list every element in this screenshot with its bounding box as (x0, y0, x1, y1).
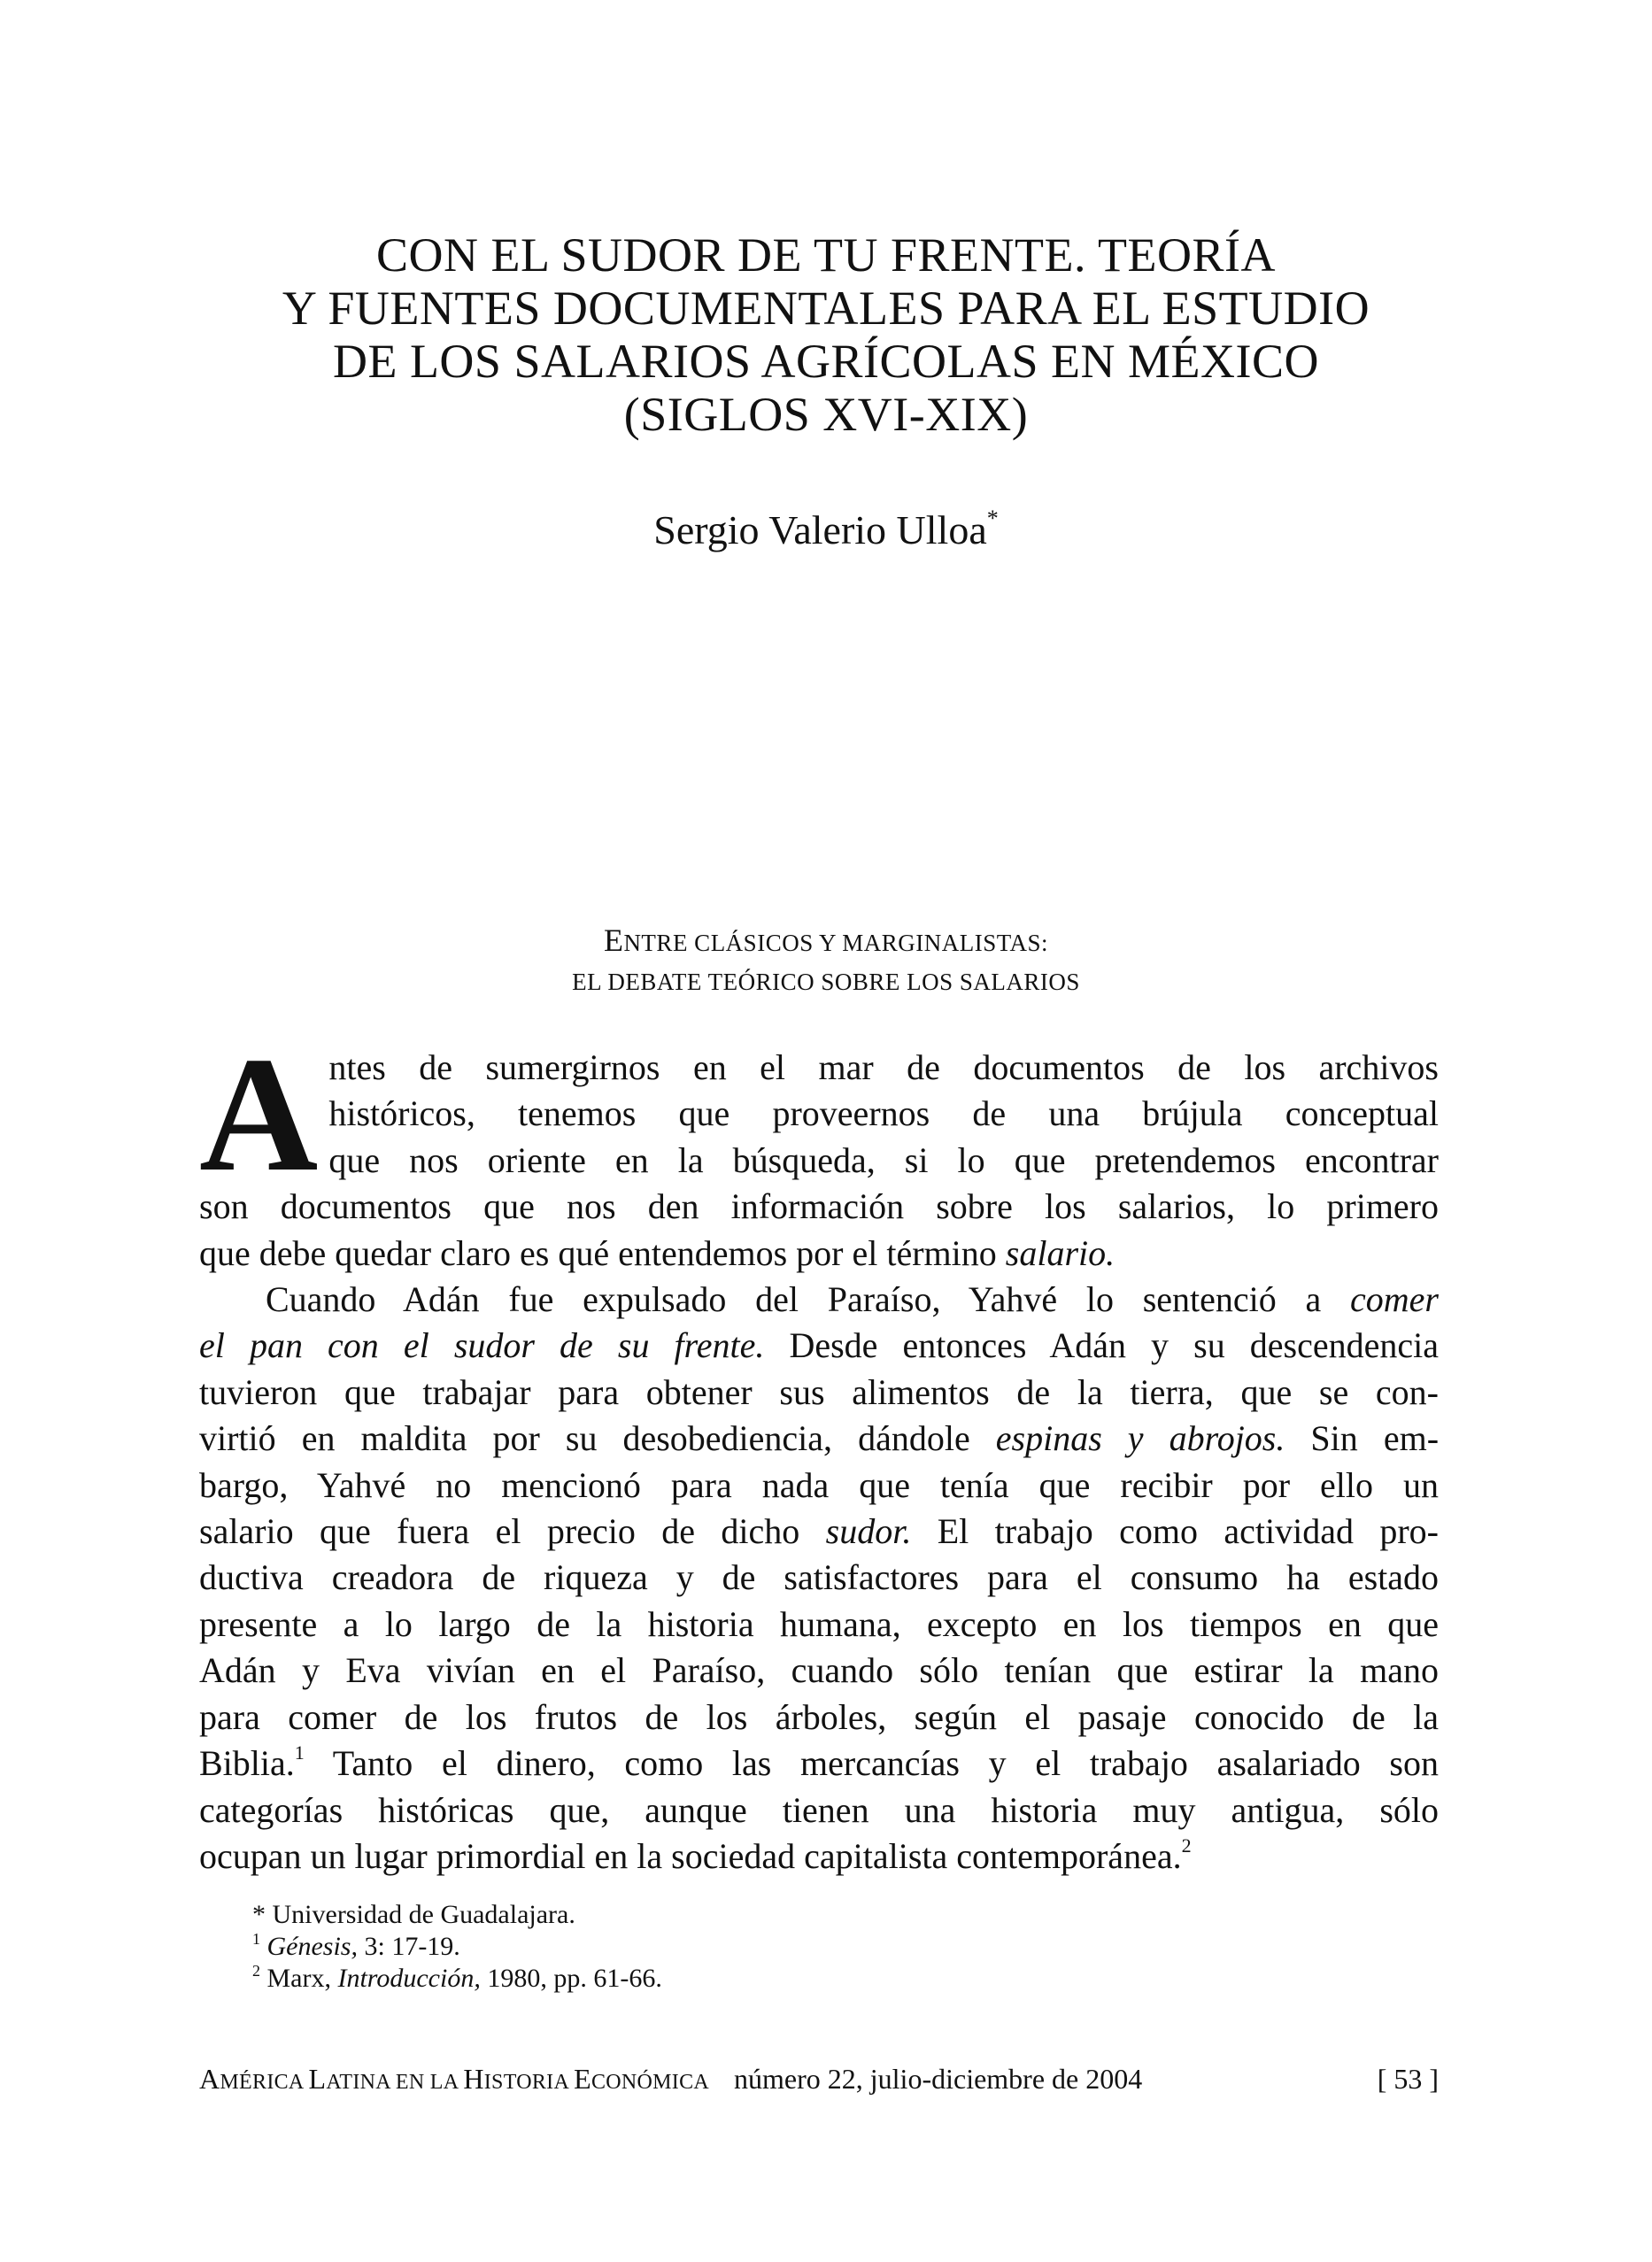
text-line (199, 1741, 1439, 1787)
section-heading-initial: E (603, 923, 624, 958)
text-line: ductiva creadora de riqueza y de satisfactores para el consumo ha estado (199, 1557, 1439, 1598)
footnote-text: 1980, pp. 61-66. (480, 1964, 662, 1993)
article-title (0, 228, 1652, 441)
emphasis: el pan con el sudor de su frente. (199, 1325, 765, 1366)
text-line: son documentos que nos den información sobre los salarios, lo primero (199, 1186, 1439, 1227)
footnote-mark: 1 (252, 1930, 260, 1948)
journal-rest: ATINA EN LA (326, 2071, 464, 2094)
text-line: Adán y Eva vivían en el Paraíso, cuando sólo tenían que estirar la mano (199, 1650, 1439, 1691)
text-line: para comer de los frutos de los árboles, según el pasaje conocido de la (199, 1696, 1439, 1737)
text-run: Sin em- (1285, 1418, 1440, 1459)
running-footer (199, 2061, 1439, 2100)
issue-info: número 22, julio-diciembre de 2004 (734, 2063, 1143, 2095)
text-run: que debe quedar claro es qué entendemos por el término (199, 1232, 1006, 1273)
section-heading (0, 921, 1652, 1001)
footnote-mark: * (252, 1900, 266, 1929)
text-run: El trabajo como actividad pro- (911, 1511, 1439, 1552)
author-byline (0, 494, 1652, 555)
footnote-2 (252, 1963, 662, 1995)
text-line: ntes de sumergirnos en el mar de documentos de los archivos (328, 1047, 1439, 1087)
text-line: bargo, Yahvé no mencionó para nada que tenía que recibir por ello un (199, 1464, 1439, 1505)
text-run: ocupan un lugar primordial en la sociedad capitalista contemporánea. (199, 1835, 1182, 1876)
text-line (199, 1416, 1439, 1462)
page-number: [ 53 ] (1377, 2063, 1439, 2095)
text-run: salario que fuera el precio de dicho (199, 1511, 826, 1552)
text-line (199, 1834, 1439, 1880)
text-line: históricos, tenemos que proveernos de una brújula conceptual (328, 1093, 1439, 1134)
journal-rest: MÉRICA (220, 2071, 309, 2094)
emphasis: espinas y abrojos. (995, 1418, 1285, 1459)
text-line: tuvieron que trabajar para obtener sus alimentos de la tierra, que se con- (199, 1371, 1439, 1412)
text-run: Biblia. (199, 1743, 295, 1784)
text-line: categorías históricas que, aunque tienen una historia muy antigua, sólo (199, 1789, 1439, 1830)
text-line (199, 1277, 1439, 1323)
footnote-text: Marx, (266, 1964, 338, 1993)
paragraph-2 (199, 1277, 1439, 1880)
footnote-ref-2[interactable]: 2 (1181, 1834, 1192, 1857)
text-line (199, 1509, 1439, 1555)
text-run: Cuando Adán fue expulsado del Paraíso, Yahvé lo sentenció a (266, 1279, 1351, 1320)
title-line: CON EL SUDOR DE TU FRENTE. TEORÍA (375, 228, 1276, 282)
title-line: DE LOS SALARIOS AGRÍCOLAS EN MÉXICO (332, 335, 1320, 388)
journal-name (199, 2063, 709, 2095)
text-line (199, 1231, 1439, 1277)
paragraph-1 (199, 1023, 1439, 1277)
footnote-star (252, 1899, 662, 1931)
section-heading-line-2: EL DEBATE TEÓRICO SOBRE LOS SALARIOS (572, 969, 1080, 995)
body-text (199, 1023, 1440, 1880)
footnote-text: 3: 17-19. (357, 1932, 460, 1961)
author-footnote-mark[interactable]: * (986, 506, 999, 531)
footnotes (252, 1899, 662, 1995)
text-run: Tanto el dinero, como las mercancías y el trabajo asalariado son (304, 1743, 1439, 1784)
footnote-ref-1[interactable]: 1 (294, 1741, 305, 1764)
title-line: (SIGLOS XVI-XIX) (623, 388, 1029, 441)
journal-initial: L (308, 2063, 327, 2095)
footnote-emphasis: Génesis, (266, 1932, 358, 1961)
text-line: que nos oriente en la búsqueda, si lo que pretendemos encontrar (328, 1139, 1439, 1180)
journal-rest: CONÓMICA (591, 2071, 710, 2094)
footnote-1 (252, 1931, 662, 1963)
emphasis: salario. (1005, 1232, 1115, 1273)
author-name: Sergio Valerio Ulloa (653, 507, 987, 552)
journal-initial: H (463, 2063, 484, 2095)
emphasis: sudor. (825, 1511, 912, 1552)
emphasis: comer (1350, 1279, 1439, 1320)
footnote-emphasis: Introducción, (337, 1964, 481, 1993)
journal-initial: A (199, 2063, 220, 2095)
text-line: presente a lo largo de la historia humana, excepto en los tiempos en que (199, 1603, 1439, 1644)
text-line (199, 1323, 1439, 1369)
footer-left (199, 2061, 1142, 2100)
section-heading-line-1 (0, 921, 1652, 962)
footnote-text: Universidad de Guadalajara. (272, 1900, 575, 1929)
journal-rest: ISTORIA (483, 2071, 575, 2094)
text-run: virtió en maldita por su desobediencia, dándole (199, 1418, 996, 1459)
title-line: Y FUENTES DOCUMENTALES PARA EL ESTUDIO (282, 282, 1370, 335)
text-run: Desde entonces Adán y su descendencia (764, 1325, 1439, 1366)
section-heading-rest: NTRE CLÁSICOS Y MARGINALISTAS: (623, 930, 1049, 956)
drop-cap: A (199, 1023, 319, 1206)
footnote-mark: 2 (252, 1962, 260, 1980)
journal-initial: E (574, 2063, 591, 2095)
